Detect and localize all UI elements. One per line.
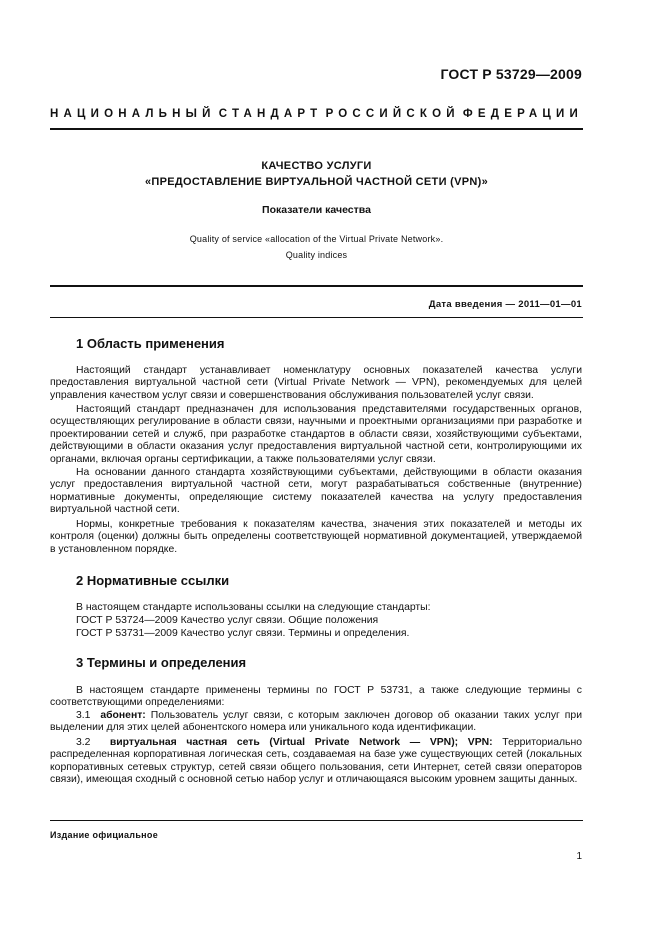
national-standard-banner — [50, 108, 583, 120]
section-1-heading: 1 Область применения — [76, 336, 225, 351]
term-number: 3.1 — [76, 710, 91, 721]
banner-word: НАЦИОНАЛЬНЫЙ — [50, 108, 216, 120]
normative-reference: ГОСТ Р 53724—2009 Качество услуг связи. Общие положения — [76, 615, 379, 626]
section-3-lead: В настоящем стандарте применены термины по ГОСТ Р 53731, а также следующие термины с соответствующими определениями: — [50, 685, 582, 709]
english-title — [50, 231, 583, 263]
term-abonent — [50, 710, 582, 735]
document-subtitle: Показатели качества — [262, 204, 371, 216]
banner-word: ФЕДЕРАЦИИ — [462, 108, 583, 120]
page-number: 1 — [576, 851, 582, 862]
section-1-paragraph-4: Нормы, конкретные требования к показателям качества, значения этих показателей и методы их контроля (оценки) должны быть определены соответствующей нормативной документацией, утверждаемой в установленном порядке. — [50, 519, 582, 555]
title-rule — [50, 285, 583, 287]
section-1-paragraph-2: Настоящий стандарт предназначен для использования представителями государственных органов, осуществляющих регулирование в области связи, научными и проектными организациями при разработке и проектировании сетей и служб, при разработке стандартов в области связи, хозяйствующими субъектами, действующими в области оказания услуг предоставления виртуальной частной сети, контролирующими их органами, включая органы сертификации, а также пользователями услуг связи. — [50, 404, 582, 465]
document-code: ГОСТ Р 53729—2009 — [440, 66, 582, 82]
section-1-paragraph-1: Настоящий стандарт устанавливает номенклатуру основных показателей качества услуги предоставления виртуальной частной сети (Virtual Private Network — VPN), рекомендуемых для целей управления качеством услуг связи и совершенствования обслуживания пользователей услуг связи. — [50, 365, 582, 401]
section-2-lead: В настоящем стандарте использованы ссылки на следующие стандарты: — [76, 602, 431, 613]
header-rule — [50, 128, 583, 130]
term-number: 3.2 — [76, 737, 91, 748]
term-vpn — [50, 737, 582, 787]
term-definition: Пользователь услуг связи, с которым заключен договор об оказании таких услуг при выделении для этих целей абонентского номера или уникального кода идентификации. — [50, 710, 582, 734]
official-edition-label: Издание официальное — [50, 830, 159, 840]
banner-word: РОССИЙСКОЙ — [325, 108, 460, 120]
section-1-paragraph-3: На основании данного стандарта хозяйствующими субъектами, действующими в области оказания услуг предоставления виртуальной частной сети, могут разрабатываться собственные (внутренние) нормативные документы, определяющие систему показателей качества на услугу предоставления виртуальной частной сети. — [50, 467, 582, 516]
section-3-heading: 3 Термины и определения — [76, 655, 247, 670]
term-definition: Территориально распределенная корпоративная логическая сеть, создаваемая на базе уже существующих сетей (локальных корпоративных сетевых структур, сетей связи общего пользования, сети Интернет, сетей связи операторов связи), имеющая сходный с основной сетью набор услуг и отличающаяся высоким уровнем защиты данных. — [50, 737, 582, 786]
footer-rule — [50, 820, 583, 821]
term-name: абонент: — [100, 710, 146, 721]
banner-word: СТАНДАРТ — [218, 108, 323, 120]
introduction-date: Дата введения — 2011—01—01 — [428, 299, 582, 310]
english-title-line-1: Quality of service «allocation of the Virtual Private Network». — [189, 234, 444, 244]
document-title — [50, 158, 583, 190]
title-line-2: «ПРЕДОСТАВЛЕНИЕ ВИРТУАЛЬНОЙ ЧАСТНОЙ СЕТИ (VPN)» — [144, 176, 488, 188]
english-title-line-2: Quality indices — [285, 250, 348, 260]
term-name: виртуальная частная сеть (Virtual Private Network — VPN); VPN: — [109, 737, 493, 748]
title-line-1: КАЧЕСТВО УСЛУГИ — [261, 160, 372, 172]
section-2-heading: 2 Нормативные ссылки — [76, 573, 230, 588]
normative-reference: ГОСТ Р 53731—2009 Качество услуг связи. Термины и определения. — [76, 628, 410, 639]
date-rule — [50, 317, 583, 318]
